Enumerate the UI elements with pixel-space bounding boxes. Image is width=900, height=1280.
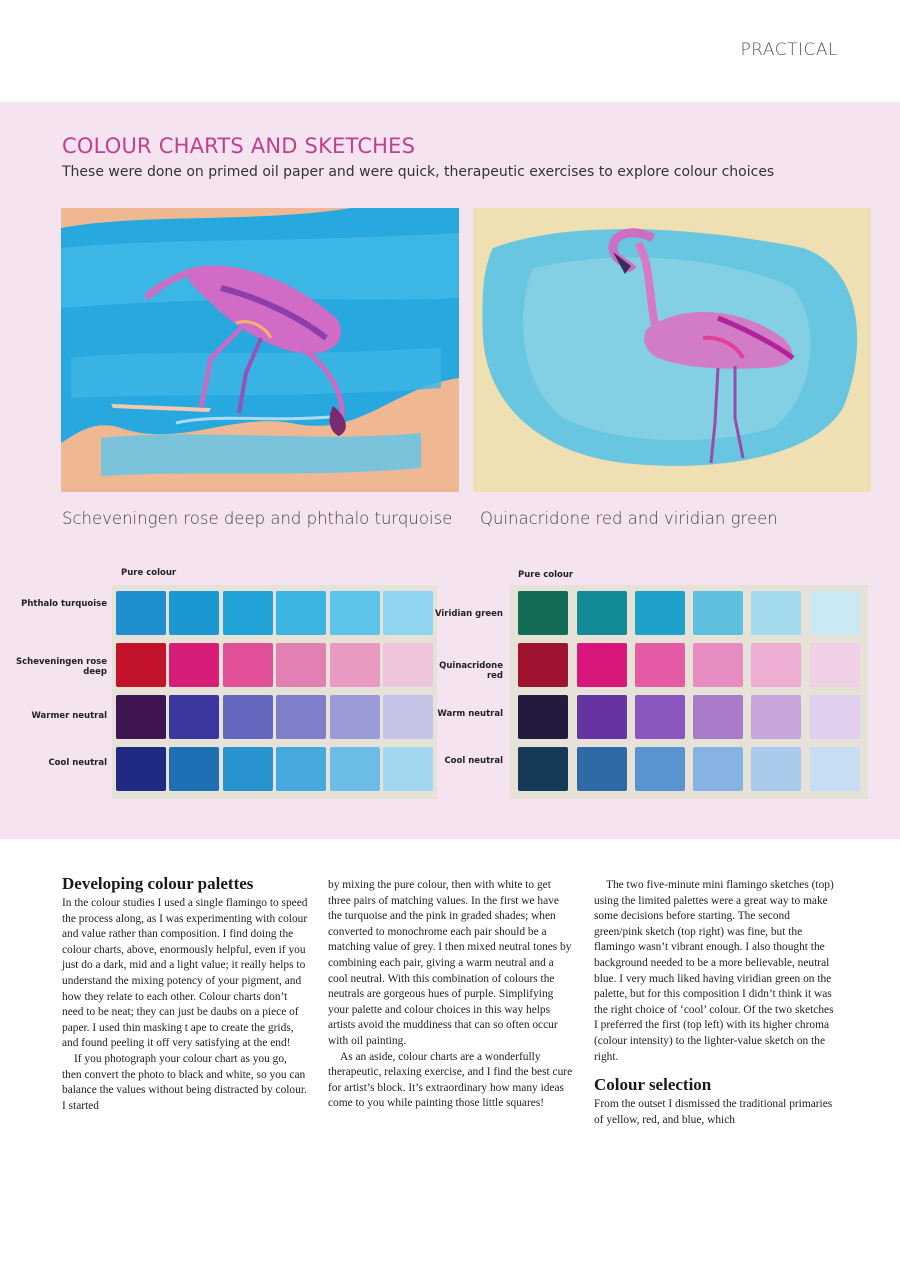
chart-right-row-label: Viridian green xyxy=(434,609,503,619)
colour-swatch xyxy=(518,695,568,739)
colour-swatch xyxy=(810,643,860,687)
colour-swatch xyxy=(169,591,219,635)
colour-swatch xyxy=(116,643,166,687)
colour-swatch xyxy=(169,643,219,687)
colour-swatch xyxy=(223,591,273,635)
chart-left-row-label: Warmer neutral xyxy=(31,711,107,721)
colour-swatch xyxy=(635,695,685,739)
colour-swatch xyxy=(330,747,380,791)
colour-swatch xyxy=(223,643,273,687)
chart-left-row-label: Phthalo turquoise xyxy=(21,599,107,609)
colour-swatch xyxy=(223,695,273,739)
colour-swatch xyxy=(518,591,568,635)
body-paragraph: If you photograph your colour chart as you go, then convert the photo to black and white, so you can balance the values without being distracted by colour. I started xyxy=(62,1052,307,1112)
colour-swatch xyxy=(693,643,743,687)
chart-left-row-label: Scheveningen rose deep xyxy=(15,657,107,677)
colour-swatch xyxy=(276,695,326,739)
colour-swatch xyxy=(330,643,380,687)
colour-swatch xyxy=(330,695,380,739)
colour-swatch xyxy=(751,695,801,739)
body-paragraph: In the colour studies I used a single flamingo to speed the process along, as I was experimenting with colour and value rather than composition. I find doing the colour charts, above, enormously helpful, even if you just do a dark, mid and a light value; it really helps to understand the mixing potency of your pigment, and how they relate to each other. Colour charts don’t need to be neat; they can just be daubs on a piece of paper. I used thin masking t ape to create the grids, and found peeling it off very satisfying at the end! xyxy=(62,897,308,1050)
body-paragraph: by mixing the pure colour, then with white to get three pairs of matching values. In the first we have the turquoise and the pink in graded shades; when converted to monochrome each pair should be a matching value of grey. I then mixed neutral tones by combining each pair, giving a warm neutral and a cool neutral. With this combination of colours the neutrals are gorgeous hues of purple. Simplifying your palette and colour choices in this way helps artists avoid the muddiness that can so often occur with oil painting. xyxy=(328,879,572,1047)
colour-swatch xyxy=(116,747,166,791)
colour-swatch xyxy=(577,695,627,739)
chart-right-row-label: Warm neutral xyxy=(437,709,503,719)
colour-swatch xyxy=(383,591,433,635)
caption-left: Scheveningen rose deep and phthalo turquoise xyxy=(62,509,453,528)
colour-swatch xyxy=(635,591,685,635)
feature-title: COLOUR CHARTS AND SKETCHES xyxy=(62,134,416,158)
chart-left-row-label: Cool neutral xyxy=(48,758,107,768)
flamingo-sketch-viridian xyxy=(473,208,871,492)
colour-swatch xyxy=(276,643,326,687)
colour-swatch xyxy=(169,695,219,739)
colour-swatch xyxy=(693,591,743,635)
colour-swatch xyxy=(276,591,326,635)
colour-swatch xyxy=(635,747,685,791)
colour-swatch xyxy=(116,695,166,739)
colour-swatch xyxy=(383,747,433,791)
colour-swatch xyxy=(518,643,568,687)
body-paragraph: From the outset I dismissed the traditional primaries of yellow, red, and blue, which xyxy=(594,1098,833,1126)
colour-swatch xyxy=(751,643,801,687)
article-column-3 xyxy=(594,878,840,1128)
colour-swatch xyxy=(810,591,860,635)
colour-swatch xyxy=(810,695,860,739)
chart-right-heading: Pure colour xyxy=(518,570,574,580)
section-heading: Developing colour palettes xyxy=(62,874,254,893)
colour-swatch xyxy=(751,591,801,635)
colour-charts-feature xyxy=(0,102,900,839)
article-column-1 xyxy=(62,874,308,1114)
colour-swatch xyxy=(169,747,219,791)
colour-chart-right xyxy=(510,585,868,799)
caption-right: Quinacridone red and viridian green xyxy=(480,509,778,528)
colour-swatch xyxy=(693,695,743,739)
colour-chart-left xyxy=(112,585,437,799)
body-paragraph: The two five-minute mini flamingo sketches (top) using the limited palettes were a great way to make some decisions before starting. The second green/pink sketch (top right) was fine, but the flamingo wasn’t vibrant enough. I also thought the background needed to be a more believable, neutral blue. I very much liked having viridian green on the palette, but for this composition I didn’t think it was the right choice of ‘cool’ colour. Of the two sketches I preferred the first (top left) with its higher chroma (colour intensity) to the lighter-value sketch on the right. xyxy=(594,879,834,1063)
body-paragraph: As an aside, colour charts are a wonderfully therapeutic, relaxing exercise, and I find the best cure for artist’s block. It’s extraordinary how many ideas come to you while painting those little squares! xyxy=(328,1050,573,1110)
section-label: PRACTICAL xyxy=(740,40,838,60)
colour-swatch xyxy=(635,643,685,687)
colour-swatch xyxy=(223,747,273,791)
colour-swatch xyxy=(751,747,801,791)
colour-swatch xyxy=(577,643,627,687)
colour-swatch xyxy=(330,591,380,635)
colour-swatch xyxy=(276,747,326,791)
colour-swatch xyxy=(518,747,568,791)
colour-swatch xyxy=(577,591,627,635)
article-column-2 xyxy=(328,878,574,1112)
section-heading: Colour selection xyxy=(594,1075,712,1095)
colour-swatch xyxy=(810,747,860,791)
feature-subtitle: These were done on primed oil paper and were quick, therapeutic exercises to explore colour choices xyxy=(62,164,775,180)
colour-swatch xyxy=(577,747,627,791)
chart-right-row-label: Quinacridone red xyxy=(439,661,503,681)
colour-swatch xyxy=(693,747,743,791)
colour-swatch xyxy=(116,591,166,635)
chart-left-heading: Pure colour xyxy=(121,568,177,578)
flamingo-sketch-turquoise xyxy=(61,208,459,492)
colour-swatch xyxy=(383,643,433,687)
colour-swatch xyxy=(383,695,433,739)
chart-right-row-label: Cool neutral xyxy=(444,756,503,766)
